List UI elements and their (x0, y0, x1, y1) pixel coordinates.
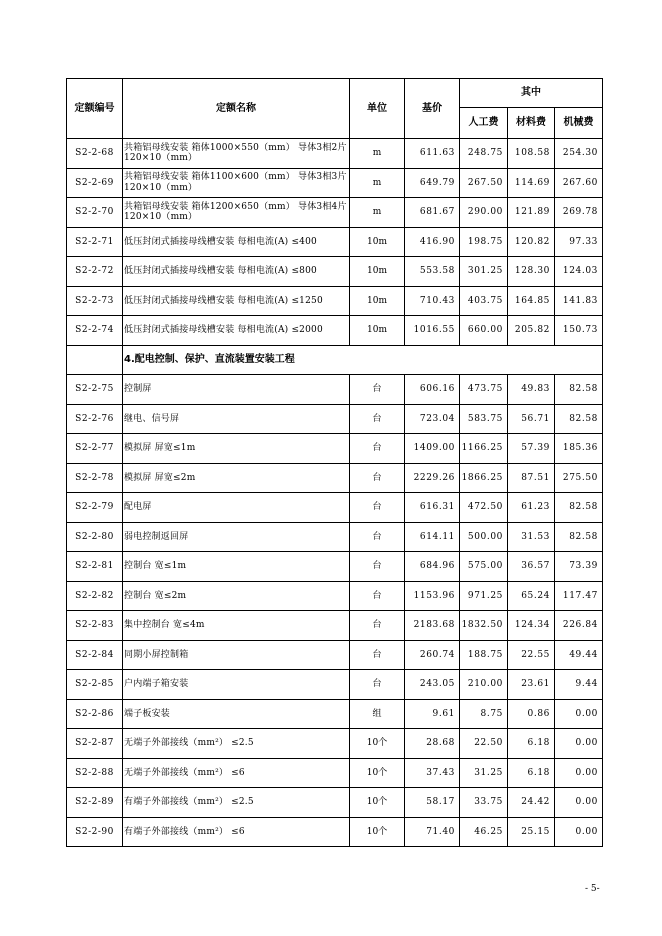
row-unit: 台 (350, 493, 405, 523)
row-machine: 254.30 (555, 139, 603, 169)
row-name: 低压封闭式插接母线槽安装 每相电流(A) ≤2000 (123, 316, 350, 346)
row-machine: 124.03 (555, 257, 603, 287)
section-row-group (67, 345, 603, 375)
row-code: S2-2-87 (67, 729, 123, 759)
row-unit: 台 (350, 581, 405, 611)
row-labor: 188.75 (460, 640, 508, 670)
row-machine: 269.78 (555, 198, 603, 228)
row-machine: 0.00 (555, 817, 603, 847)
row-labor: 575.00 (460, 552, 508, 582)
row-machine: 150.73 (555, 316, 603, 346)
row-code: S2-2-88 (67, 758, 123, 788)
row-labor: 1832.50 (460, 611, 508, 641)
row-name: 同期小屏控制箱 (123, 640, 350, 670)
row-name: 无端子外部接线（mm²） ≤6 (123, 758, 350, 788)
row-name: 控制台 宽≤1m (123, 552, 350, 582)
row-material: 31.53 (508, 522, 555, 552)
row-labor: 500.00 (460, 522, 508, 552)
table-row (67, 788, 603, 818)
row-unit: 10m (350, 286, 405, 316)
row-base-price: 1153.96 (405, 581, 460, 611)
row-name: 模拟屏 屏宽≤2m (123, 463, 350, 493)
row-code: S2-2-90 (67, 817, 123, 847)
row-machine: 0.00 (555, 758, 603, 788)
row-labor: 248.75 (460, 139, 508, 169)
row-code: S2-2-78 (67, 463, 123, 493)
row-code: S2-2-85 (67, 670, 123, 700)
row-material: 87.51 (508, 463, 555, 493)
row-labor: 8.75 (460, 699, 508, 729)
row-material: 56.71 (508, 404, 555, 434)
row-name: 弱电控制返回屏 (123, 522, 350, 552)
row-unit: 台 (350, 404, 405, 434)
table-row (67, 316, 603, 346)
row-material: 121.89 (508, 198, 555, 228)
header-labor: 人工费 (460, 108, 508, 139)
row-name: 无端子外部接线（mm²） ≤2.5 (123, 729, 350, 759)
row-code: S2-2-84 (67, 640, 123, 670)
row-labor: 290.00 (460, 198, 508, 228)
row-unit: 10个 (350, 729, 405, 759)
row-base-price: 611.63 (405, 139, 460, 169)
table-row (67, 611, 603, 641)
section-row (67, 345, 603, 375)
table-row (67, 227, 603, 257)
row-unit: 10m (350, 227, 405, 257)
row-base-price: 416.90 (405, 227, 460, 257)
table-row (67, 404, 603, 434)
header-unit: 单位 (350, 79, 405, 139)
row-unit: 10个 (350, 788, 405, 818)
row-unit: 台 (350, 463, 405, 493)
row-material: 25.15 (508, 817, 555, 847)
row-name: 共箱铝母线安装 箱体1000×550（mm） 导体3相2片120×10（mm） (123, 139, 350, 169)
row-base-price: 9.61 (405, 699, 460, 729)
row-material: 205.82 (508, 316, 555, 346)
row-name: 控制屏 (123, 375, 350, 405)
row-machine: 82.58 (555, 375, 603, 405)
row-labor: 473.75 (460, 375, 508, 405)
row-labor: 403.75 (460, 286, 508, 316)
row-machine: 82.58 (555, 404, 603, 434)
row-material: 0.86 (508, 699, 555, 729)
row-code: S2-2-71 (67, 227, 123, 257)
row-material: 6.18 (508, 758, 555, 788)
section-title: 4.配电控制、保护、直流装置安装工程 (123, 345, 603, 375)
row-code: S2-2-69 (67, 168, 123, 198)
row-name: 控制台 宽≤2m (123, 581, 350, 611)
table-body-b (67, 375, 603, 847)
row-labor: 301.25 (460, 257, 508, 287)
page-number: - 5- (585, 884, 600, 894)
row-name: 继电、信号屏 (123, 404, 350, 434)
header-material: 材料费 (508, 108, 555, 139)
table-row (67, 168, 603, 198)
row-machine: 82.58 (555, 522, 603, 552)
row-unit: m (350, 198, 405, 228)
row-name: 共箱铝母线安装 箱体1200×650（mm） 导体3相4片120×10（mm） (123, 198, 350, 228)
row-material: 23.61 (508, 670, 555, 700)
table-row (67, 581, 603, 611)
row-labor: 1866.25 (460, 463, 508, 493)
row-unit: 组 (350, 699, 405, 729)
row-labor: 660.00 (460, 316, 508, 346)
row-labor: 33.75 (460, 788, 508, 818)
row-base-price: 616.31 (405, 493, 460, 523)
table-row (67, 375, 603, 405)
header-name: 定额名称 (123, 79, 350, 139)
row-name: 集中控制台 宽≤4m (123, 611, 350, 641)
row-material: 124.34 (508, 611, 555, 641)
row-base-price: 1409.00 (405, 434, 460, 464)
row-machine: 0.00 (555, 788, 603, 818)
quota-table (66, 78, 603, 847)
row-code: S2-2-72 (67, 257, 123, 287)
row-name: 户内端子箱安装 (123, 670, 350, 700)
row-unit: m (350, 139, 405, 169)
row-material: 120.82 (508, 227, 555, 257)
row-machine: 0.00 (555, 729, 603, 759)
table-row (67, 257, 603, 287)
row-base-price: 710.43 (405, 286, 460, 316)
table-row (67, 640, 603, 670)
header-base-price: 基价 (405, 79, 460, 139)
header-code: 定额编号 (67, 79, 123, 139)
row-material: 57.39 (508, 434, 555, 464)
table-row (67, 463, 603, 493)
row-labor: 31.25 (460, 758, 508, 788)
row-machine: 226.84 (555, 611, 603, 641)
table-row (67, 552, 603, 582)
row-base-price: 614.11 (405, 522, 460, 552)
table-row (67, 758, 603, 788)
row-unit: 台 (350, 670, 405, 700)
row-labor: 583.75 (460, 404, 508, 434)
row-labor: 472.50 (460, 493, 508, 523)
row-machine: 275.50 (555, 463, 603, 493)
row-machine: 73.39 (555, 552, 603, 582)
row-unit: 台 (350, 640, 405, 670)
row-machine: 9.44 (555, 670, 603, 700)
row-code: S2-2-68 (67, 139, 123, 169)
row-machine: 82.58 (555, 493, 603, 523)
row-labor: 210.00 (460, 670, 508, 700)
row-code: S2-2-73 (67, 286, 123, 316)
row-material: 61.23 (508, 493, 555, 523)
row-name: 共箱铝母线安装 箱体1100×600（mm） 导体3相3片120×10（mm） (123, 168, 350, 198)
section-code-cell (67, 345, 123, 375)
table-row (67, 817, 603, 847)
row-code: S2-2-74 (67, 316, 123, 346)
row-base-price: 37.43 (405, 758, 460, 788)
row-unit: m (350, 168, 405, 198)
row-unit: 台 (350, 552, 405, 582)
row-machine: 141.83 (555, 286, 603, 316)
row-machine: 97.33 (555, 227, 603, 257)
row-code: S2-2-77 (67, 434, 123, 464)
row-code: S2-2-75 (67, 375, 123, 405)
row-material: 49.83 (508, 375, 555, 405)
row-base-price: 606.16 (405, 375, 460, 405)
row-labor: 22.50 (460, 729, 508, 759)
row-base-price: 681.67 (405, 198, 460, 228)
row-machine: 0.00 (555, 699, 603, 729)
table-row (67, 493, 603, 523)
row-code: S2-2-79 (67, 493, 123, 523)
row-base-price: 723.04 (405, 404, 460, 434)
row-code: S2-2-83 (67, 611, 123, 641)
row-material: 22.55 (508, 640, 555, 670)
header-machine: 机械费 (555, 108, 603, 139)
row-material: 128.30 (508, 257, 555, 287)
table-row (67, 729, 603, 759)
row-unit: 10m (350, 316, 405, 346)
row-material: 65.24 (508, 581, 555, 611)
row-unit: 台 (350, 434, 405, 464)
row-unit: 台 (350, 611, 405, 641)
row-base-price: 71.40 (405, 817, 460, 847)
table-row (67, 198, 603, 228)
row-base-price: 1016.55 (405, 316, 460, 346)
row-code: S2-2-86 (67, 699, 123, 729)
row-labor: 267.50 (460, 168, 508, 198)
row-code: S2-2-70 (67, 198, 123, 228)
row-machine: 49.44 (555, 640, 603, 670)
row-base-price: 684.96 (405, 552, 460, 582)
row-code: S2-2-80 (67, 522, 123, 552)
row-base-price: 649.79 (405, 168, 460, 198)
row-name: 低压封闭式插接母线槽安装 每相电流(A) ≤800 (123, 257, 350, 287)
header-row (67, 79, 603, 108)
row-name: 有端子外部接线（mm²） ≤6 (123, 817, 350, 847)
row-code: S2-2-89 (67, 788, 123, 818)
row-unit: 10个 (350, 758, 405, 788)
row-name: 低压封闭式插接母线槽安装 每相电流(A) ≤1250 (123, 286, 350, 316)
row-name: 配电屏 (123, 493, 350, 523)
row-name: 端子板安装 (123, 699, 350, 729)
row-base-price: 260.74 (405, 640, 460, 670)
table-row (67, 434, 603, 464)
row-base-price: 28.68 (405, 729, 460, 759)
row-name: 模拟屏 屏宽≤1m (123, 434, 350, 464)
row-unit: 台 (350, 375, 405, 405)
row-base-price: 2229.26 (405, 463, 460, 493)
table-row (67, 522, 603, 552)
row-unit: 10个 (350, 817, 405, 847)
row-base-price: 243.05 (405, 670, 460, 700)
row-name: 有端子外部接线（mm²） ≤2.5 (123, 788, 350, 818)
row-labor: 1166.25 (460, 434, 508, 464)
row-base-price: 58.17 (405, 788, 460, 818)
row-labor: 198.75 (460, 227, 508, 257)
row-code: S2-2-76 (67, 404, 123, 434)
table-row (67, 139, 603, 169)
row-material: 24.42 (508, 788, 555, 818)
row-machine: 117.47 (555, 581, 603, 611)
row-labor: 46.25 (460, 817, 508, 847)
row-code: S2-2-82 (67, 581, 123, 611)
row-material: 114.69 (508, 168, 555, 198)
row-code: S2-2-81 (67, 552, 123, 582)
row-unit: 10m (350, 257, 405, 287)
row-base-price: 2183.68 (405, 611, 460, 641)
row-machine: 185.36 (555, 434, 603, 464)
row-material: 108.58 (508, 139, 555, 169)
row-material: 164.85 (508, 286, 555, 316)
table-row (67, 670, 603, 700)
row-machine: 267.60 (555, 168, 603, 198)
table-row (67, 699, 603, 729)
row-labor: 971.25 (460, 581, 508, 611)
table-body-a (67, 139, 603, 346)
row-unit: 台 (350, 522, 405, 552)
row-base-price: 553.58 (405, 257, 460, 287)
row-material: 6.18 (508, 729, 555, 759)
row-material: 36.57 (508, 552, 555, 582)
header-group: 其中 (460, 79, 603, 108)
row-name: 低压封闭式插接母线槽安装 每相电流(A) ≤400 (123, 227, 350, 257)
table-row (67, 286, 603, 316)
